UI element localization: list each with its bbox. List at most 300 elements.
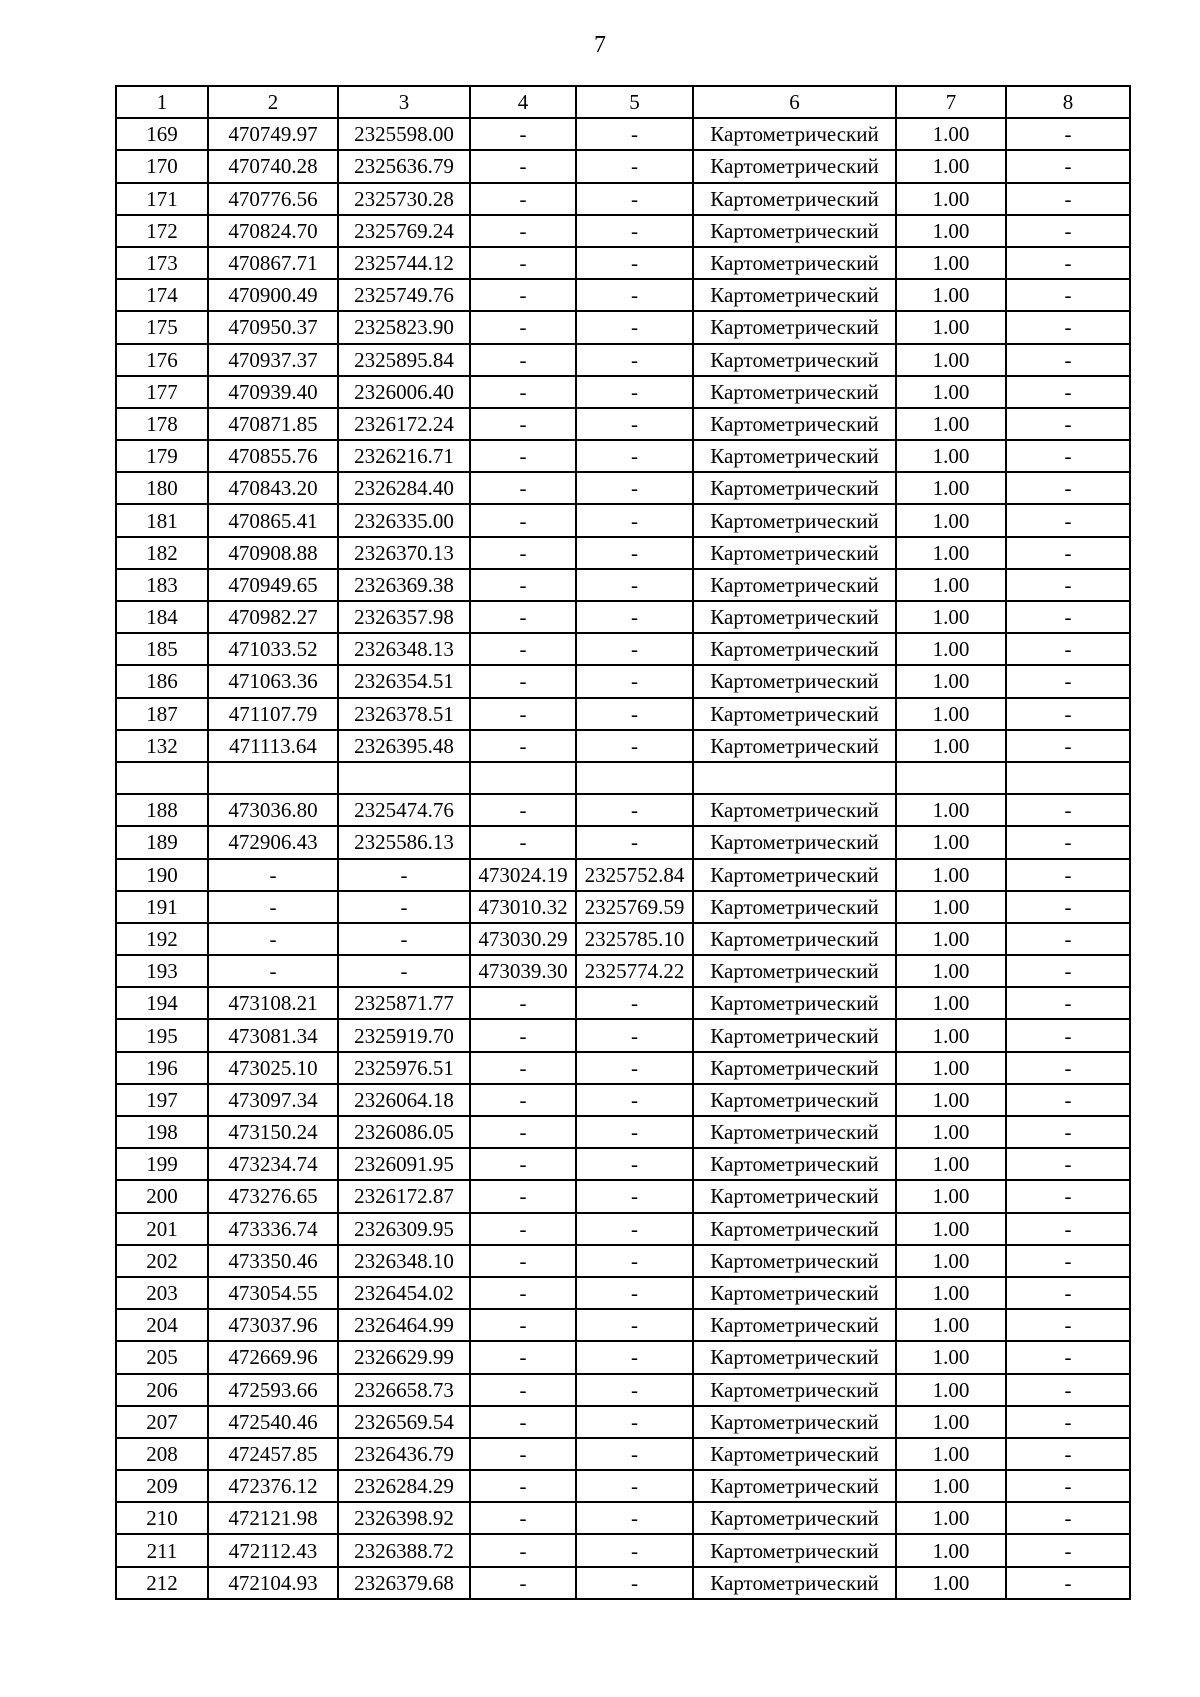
table-cell-col-3: 2326284.40 [338,472,470,504]
table-cell-col-4: - [470,215,576,247]
table-cell-col-2: 471107.79 [208,698,338,730]
table-cell-col-7: 1.00 [896,376,1006,408]
table-cell-col-3: 2326172.87 [338,1180,470,1212]
table-cell-col-3: 2325598.00 [338,118,470,150]
table-cell-col-6: Картометрический [693,247,896,279]
table-row [116,1470,1130,1502]
column-header-3: 3 [338,86,470,118]
table-cell-col-1: 178 [116,408,208,440]
table-cell-col-7: 1.00 [896,1052,1006,1084]
table-cell-col-5: - [576,1148,693,1180]
table-cell-col-4: - [470,279,576,311]
table-cell-col-3: 2326309.95 [338,1213,470,1245]
table-cell-col-4: - [470,1470,576,1502]
table-cell-col-8: - [1006,923,1130,955]
table-cell-col-8: - [1006,1374,1130,1406]
table-row [116,1438,1130,1470]
table-row [116,955,1130,987]
table-cell-col-6: Картометрический [693,923,896,955]
table-cell-col-7: 1.00 [896,987,1006,1019]
table-cell-col-4: - [470,344,576,376]
table-cell-col-6: Картометрический [693,1438,896,1470]
table-cell-col-7: 1.00 [896,1245,1006,1277]
table-row [116,698,1130,730]
table-cell-col-2: 470855.76 [208,440,338,472]
table-cell-col-8: - [1006,118,1130,150]
table-cell-col-2: 473036.80 [208,794,338,826]
table-cell-col-2: 470867.71 [208,247,338,279]
table-cell-col-3: 2326464.99 [338,1309,470,1341]
table-cell-col-2: 470908.88 [208,537,338,569]
table-cell-col-1: 209 [116,1470,208,1502]
table-cell-col-6: Картометрический [693,698,896,730]
table-cell-col-5: - [576,601,693,633]
table-cell-col-7: 1.00 [896,569,1006,601]
table-cell-col-1: 176 [116,344,208,376]
table-row [116,1180,1130,1212]
table-cell-col-7: 1.00 [896,891,1006,923]
page-number: 7 [594,32,606,58]
table-cell-col-2: - [208,955,338,987]
table-cell-col-8: - [1006,247,1130,279]
table-cell-col-6: Картометрический [693,826,896,858]
table-cell-col-7: 1.00 [896,1309,1006,1341]
table-row [116,1019,1130,1051]
table-cell-col-1: 205 [116,1341,208,1373]
table-cell-col-6: Картометрический [693,1277,896,1309]
table-cell-col-6: Картометрический [693,408,896,440]
table-cell-col-8: - [1006,183,1130,215]
table-row [116,537,1130,569]
table-cell-col-1: 211 [116,1534,208,1566]
table-body [116,118,1130,1599]
table-cell-col-7: 1.00 [896,408,1006,440]
table-row [116,1341,1130,1373]
table-cell-col-7: 1.00 [896,665,1006,697]
table-cell-col-8: - [1006,1534,1130,1566]
table-cell-col-8: - [1006,279,1130,311]
table-cell-col-4: - [470,730,576,762]
table-row [116,569,1130,601]
table-cell-col-1: 174 [116,279,208,311]
table-cell-col-5: 2325774.22 [576,955,693,987]
table-row [116,1116,1130,1148]
column-header-5: 5 [576,86,693,118]
table-cell-col-2: 470843.20 [208,472,338,504]
table-cell-col-8: - [1006,376,1130,408]
table-cell-col-1: 177 [116,376,208,408]
table-cell-col-7: 1.00 [896,440,1006,472]
table-cell-col-6: Картометрический [693,1374,896,1406]
table-cell-col-4: - [470,601,576,633]
table-cell-col-3: 2325744.12 [338,247,470,279]
table-cell-col-8: - [1006,1245,1130,1277]
table-cell-col-6: Картометрический [693,1470,896,1502]
table-cell-col-8: - [1006,472,1130,504]
table-cell-col-3: 2326398.92 [338,1502,470,1534]
table-cell-col-8: - [1006,826,1130,858]
table-cell-col-2: 472540.46 [208,1406,338,1438]
table-row [116,1213,1130,1245]
table-cell-col-4: - [470,987,576,1019]
table-cell-col-4: - [470,311,576,343]
table-cell-col-3: 2326370.13 [338,537,470,569]
table-cell-col-1: 206 [116,1374,208,1406]
table-cell-col-7: 1.00 [896,730,1006,762]
table-cell-col-6: Картометрический [693,1567,896,1599]
table-cell-col-7: 1.00 [896,279,1006,311]
table-cell-col-2: 472457.85 [208,1438,338,1470]
table-cell-col-6: Картометрический [693,150,896,182]
table-cell-col-4: - [470,569,576,601]
table-cell-col-7: 1.00 [896,1438,1006,1470]
table-cell-col-3: 2326091.95 [338,1148,470,1180]
table-cell-col-2: 473025.10 [208,1052,338,1084]
table-cell-col-1: 132 [116,730,208,762]
table-cell-col-7: 1.00 [896,859,1006,891]
table-cell-col-1: 190 [116,859,208,891]
table-cell-col-4: - [470,1116,576,1148]
table-cell-col-5: - [576,215,693,247]
table-row [116,987,1130,1019]
table-cell-col-2: 472121.98 [208,1502,338,1534]
table-cell-col-6: Картометрический [693,1406,896,1438]
table-cell-col-6: Картометрический [693,472,896,504]
table-row [116,1406,1130,1438]
table-cell-col-3: 2325474.76 [338,794,470,826]
table-cell-col-4: - [470,1341,576,1373]
table-cell-col-8: - [1006,1341,1130,1373]
table-cell-col-5: - [576,1374,693,1406]
table-cell-col-6: Картометрический [693,376,896,408]
table-cell-col-8: - [1006,408,1130,440]
table-cell-col-3: 2325730.28 [338,183,470,215]
table-cell-col-8: - [1006,1019,1130,1051]
table-row [116,118,1130,150]
table-cell-col-1: 196 [116,1052,208,1084]
table-cell-col-4: - [470,665,576,697]
table-cell-col-2: 470937.37 [208,344,338,376]
table-cell-col-3: 2326395.48 [338,730,470,762]
table-cell-col-1: 186 [116,665,208,697]
table-cell-col-1: 191 [116,891,208,923]
table-cell-col-6: Картометрический [693,279,896,311]
table-cell-col-2: 473081.34 [208,1019,338,1051]
table-cell-col-5: - [576,987,693,1019]
table-cell-col-4: - [470,440,576,472]
table-cell-col-6: Картометрический [693,118,896,150]
table-cell-col-7 [896,762,1006,794]
table-cell-col-7: 1.00 [896,1534,1006,1566]
table-cell-col-3: 2325749.76 [338,279,470,311]
table-cell-col-5: - [576,1341,693,1373]
table-cell-col-2: 470871.85 [208,408,338,440]
table-cell-col-1: 189 [116,826,208,858]
table-cell-col-2: 470949.65 [208,569,338,601]
table-cell-col-5: - [576,1277,693,1309]
table-cell-col-2: 473108.21 [208,987,338,1019]
table-cell-col-2: 472376.12 [208,1470,338,1502]
table-cell-col-3: 2326064.18 [338,1084,470,1116]
table-row [116,215,1130,247]
table-cell-col-2: 471113.64 [208,730,338,762]
table-cell-col-2: 473234.74 [208,1148,338,1180]
table-cell-col-5: - [576,1213,693,1245]
table-cell-col-2: - [208,923,338,955]
table-cell-col-3: 2325895.84 [338,344,470,376]
table-cell-col-5: - [576,569,693,601]
table-cell-col-8: - [1006,569,1130,601]
table-cell-col-8: - [1006,1470,1130,1502]
table-cell-col-8: - [1006,601,1130,633]
table-cell-col-4: - [470,408,576,440]
table-cell-col-5: - [576,183,693,215]
table-cell-col-8: - [1006,794,1130,826]
table-cell-col-8: - [1006,1309,1130,1341]
table-cell-col-3: 2325919.70 [338,1019,470,1051]
table-cell-col-2: 471033.52 [208,633,338,665]
table-cell-col-3: 2326436.79 [338,1438,470,1470]
table-cell-col-7: 1.00 [896,1213,1006,1245]
table-cell-col-8: - [1006,1213,1130,1245]
table-cell-col-7: 1.00 [896,118,1006,150]
table-cell-col-2: 470865.41 [208,504,338,536]
table-cell-col-4: - [470,247,576,279]
table-cell-col-2: 471063.36 [208,665,338,697]
table-cell-col-5: - [576,344,693,376]
table-cell-col-4: - [470,537,576,569]
table-cell-col-8: - [1006,1052,1130,1084]
table-cell-col-6: Картометрический [693,183,896,215]
table-cell-col-2: 470740.28 [208,150,338,182]
table-cell-col-7: 1.00 [896,537,1006,569]
table-cell-col-8: - [1006,633,1130,665]
table-cell-col-3: 2326284.29 [338,1470,470,1502]
table-cell-col-1: 208 [116,1438,208,1470]
table-cell-col-7: 1.00 [896,247,1006,279]
table-row [116,923,1130,955]
table-cell-col-4: - [470,1084,576,1116]
table-cell-col-3: 2325769.24 [338,215,470,247]
table-cell-col-7: 1.00 [896,826,1006,858]
table-cell-col-8: - [1006,215,1130,247]
table-cell-col-4: - [470,1502,576,1534]
table-cell-col-5: - [576,1245,693,1277]
table-cell-col-7: 1.00 [896,1180,1006,1212]
table-cell-col-5: 2325785.10 [576,923,693,955]
table-cell-col-4: - [470,376,576,408]
table-cell-col-5: - [576,440,693,472]
table-cell-col-5: - [576,1406,693,1438]
table-cell-col-5: - [576,408,693,440]
table-row [116,1502,1130,1534]
table-cell-col-5: - [576,1084,693,1116]
table-cell-col-2: 472593.66 [208,1374,338,1406]
table-cell-col-1: 193 [116,955,208,987]
table-cell-col-5: - [576,633,693,665]
table-cell-col-4: - [470,118,576,150]
table-cell-col-3: - [338,955,470,987]
table-cell-col-2: 470749.97 [208,118,338,150]
table-row [116,891,1130,923]
table-row [116,344,1130,376]
table-cell-col-1: 184 [116,601,208,633]
table-cell-col-8: - [1006,730,1130,762]
table-row [116,1567,1130,1599]
table-cell-col-1: 204 [116,1309,208,1341]
table-cell-col-6: Картометрический [693,730,896,762]
table-cell-col-6: Картометрический [693,1502,896,1534]
table-cell-col-3: 2326086.05 [338,1116,470,1148]
table-cell-col-4: - [470,794,576,826]
table-cell-col-1: 188 [116,794,208,826]
table-cell-col-2: 470950.37 [208,311,338,343]
table-cell-col-6: Картометрический [693,859,896,891]
table-cell-col-6: Картометрический [693,1341,896,1373]
table-cell-col-4: - [470,1567,576,1599]
table-cell-col-4: - [470,472,576,504]
table-cell-col-2: 470939.40 [208,376,338,408]
table-cell-col-5: - [576,1309,693,1341]
table-cell-col-7: 1.00 [896,955,1006,987]
table-cell-col-8: - [1006,1438,1130,1470]
table-header-row [116,86,1130,118]
column-header-4: 4 [470,86,576,118]
table-cell-col-7: 1.00 [896,344,1006,376]
table-cell-col-4: - [470,1438,576,1470]
table-cell-col-7: 1.00 [896,1116,1006,1148]
table-cell-col-7: 1.00 [896,311,1006,343]
table-cell-col-6: Картометрический [693,1245,896,1277]
table-cell-col-6: Картометрический [693,440,896,472]
table-cell-col-8: - [1006,440,1130,472]
table-cell-col-3: 2326006.40 [338,376,470,408]
table-cell-col-2 [208,762,338,794]
table-cell-col-3: 2325823.90 [338,311,470,343]
table-cell-col-2: 470824.70 [208,215,338,247]
table-row [116,183,1130,215]
table-cell-col-2: 473276.65 [208,1180,338,1212]
table-cell-col-8: - [1006,1180,1130,1212]
table-cell-col-7: 1.00 [896,1084,1006,1116]
table-cell-col-3: 2326454.02 [338,1277,470,1309]
table-cell-col-5: - [576,311,693,343]
table-cell-col-6: Картометрический [693,537,896,569]
table-cell-col-4: - [470,1180,576,1212]
table-cell-col-4: 473010.32 [470,891,576,923]
table-cell-col-3: 2326357.98 [338,601,470,633]
table-cell-col-1: 197 [116,1084,208,1116]
table-cell-col-7: 1.00 [896,183,1006,215]
table-cell-col-4: - [470,1406,576,1438]
table-row [116,826,1130,858]
column-header-6: 6 [693,86,896,118]
table-cell-col-5: - [576,1180,693,1212]
table-cell-col-5: - [576,1534,693,1566]
table-cell-col-8 [1006,762,1130,794]
table-cell-col-5: - [576,504,693,536]
table-cell-col-4: - [470,633,576,665]
table-cell-col-1: 194 [116,987,208,1019]
table-cell-col-6: Картометрический [693,601,896,633]
table-row [116,601,1130,633]
table-cell-col-5: - [576,1438,693,1470]
table-cell-col-8: - [1006,698,1130,730]
table-cell-col-8: - [1006,1502,1130,1534]
table-cell-col-1: 195 [116,1019,208,1051]
table-cell-col-6: Картометрический [693,311,896,343]
table-cell-col-3: 2325586.13 [338,826,470,858]
table-cell-col-1: 210 [116,1502,208,1534]
table-cell-col-5: - [576,537,693,569]
table-cell-col-1: 201 [116,1213,208,1245]
table-cell-col-3: 2325976.51 [338,1052,470,1084]
table-cell-col-1: 212 [116,1567,208,1599]
table-cell-col-2: - [208,859,338,891]
table-cell-col-7: 1.00 [896,698,1006,730]
table-cell-col-5: - [576,118,693,150]
table-cell-col-7: 1.00 [896,633,1006,665]
table-cell-col-4: - [470,1052,576,1084]
table-cell-col-5: - [576,698,693,730]
table-cell-col-1: 179 [116,440,208,472]
table-cell-col-2: 473054.55 [208,1277,338,1309]
table-cell-col-1: 173 [116,247,208,279]
table-cell-col-3: 2326658.73 [338,1374,470,1406]
table-cell-col-8: - [1006,987,1130,1019]
table-cell-col-7: 1.00 [896,1502,1006,1534]
table-cell-col-1 [116,762,208,794]
table-cell-col-1: 187 [116,698,208,730]
table-cell-col-2: 472104.93 [208,1567,338,1599]
table-cell-col-5: - [576,1502,693,1534]
table-row [116,1148,1130,1180]
table-cell-col-2: 473037.96 [208,1309,338,1341]
table-cell-col-5: - [576,1567,693,1599]
table-cell-col-6: Картометрический [693,344,896,376]
table-cell-col-3: - [338,891,470,923]
table-cell-col-1: 182 [116,537,208,569]
table-cell-col-5: - [576,150,693,182]
table-cell-col-5: - [576,665,693,697]
table-cell-col-4: 473024.19 [470,859,576,891]
table-cell-col-3: 2325871.77 [338,987,470,1019]
table-row [116,504,1130,536]
table-row [116,859,1130,891]
table-cell-col-7: 1.00 [896,1277,1006,1309]
table-row [116,665,1130,697]
table-cell-col-1: 171 [116,183,208,215]
table-cell-col-5: - [576,826,693,858]
table-cell-col-5: - [576,1116,693,1148]
table-cell-col-6: Картометрический [693,1116,896,1148]
table-cell-col-4: 473039.30 [470,955,576,987]
table-cell-col-6: Картометрический [693,891,896,923]
table-cell-col-6: Картометрический [693,955,896,987]
table-cell-col-3: 2326216.71 [338,440,470,472]
table-cell-col-1: 192 [116,923,208,955]
coordinates-table [115,85,1131,1600]
table-cell-col-7: 1.00 [896,923,1006,955]
table-cell-col-4: - [470,1309,576,1341]
table-cell-col-1: 199 [116,1148,208,1180]
table-cell-col-3: 2326348.13 [338,633,470,665]
table-cell-col-6: Картометрический [693,1213,896,1245]
table-cell-col-5: - [576,794,693,826]
table-cell-col-1: 185 [116,633,208,665]
table-cell-col-3: - [338,859,470,891]
table-cell-col-5: 2325752.84 [576,859,693,891]
